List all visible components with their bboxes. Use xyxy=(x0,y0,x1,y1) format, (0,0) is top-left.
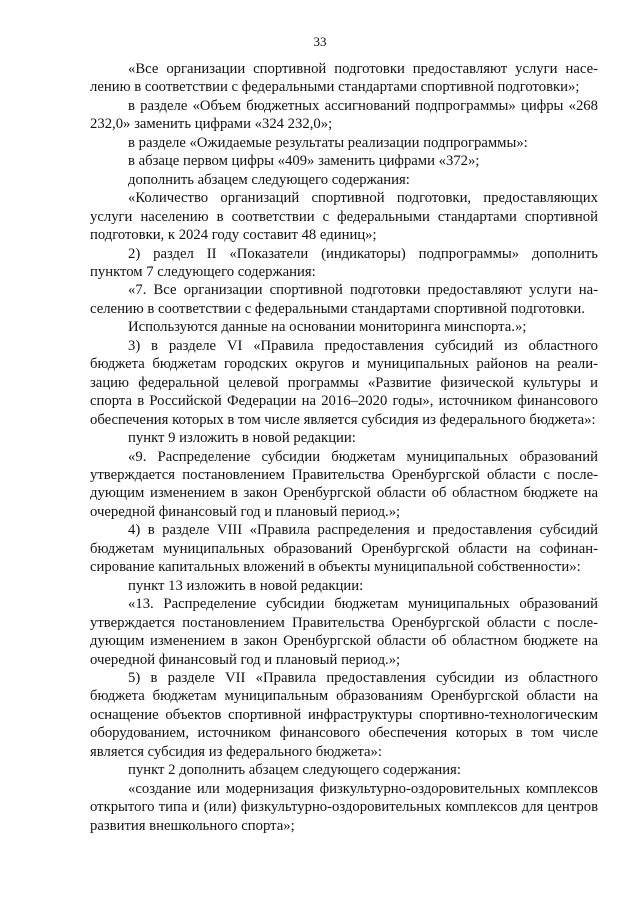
paragraph: 5) в разделе VII «Правила предоставления субсидии из областного бюджета бюджетам муниципальным образованиям Оренбургской области на оснащение объектов спортивной инфраструктуры спортивно-технологическим оборудованием, источником финансового обеспечения которых в том числе является субсидия из федерального бюджета»: xyxy=(90,669,598,760)
paragraph: «9. Распределение субсидии бюджетам муниципальных образований утверждается постановлением Правительства Оренбургской области с последующим изменением в закон Оренбургской области об областном бюджете на очередной финансовый год и плановый период.»; xyxy=(90,448,598,520)
paragraph: 3) в разделе VI «Правила предоставления субсидий из областного бюджета бюджетам городских округов и муниципальных районов на реализацию федеральной целевой программы «Развитие физической культуры и спорта в Российской Федерации на 2016–2020 годы», источником финансового обеспечения которых в том числе является субсидия из федерального бюджета»: xyxy=(90,337,598,428)
paragraph: пункт 13 изложить в новой редакции: xyxy=(128,577,364,594)
paragraph: 4) в разделе VIII «Правила распределения и предоставления субсидий бюджетам муниципальных образований Оренбургской области на софинансирование капитальных вложений в объекты муниципальной собственности»: xyxy=(90,522,598,576)
paragraph: дополнить абзацем следующего содержания: xyxy=(128,171,410,188)
paragraph: Используются данные на основании мониторинга минспорта.»; xyxy=(128,319,527,336)
page-number: 33 xyxy=(313,34,327,49)
paragraph: «13. Распределение субсидии бюджетам муниципальных образований утверждается постановлением Правительства Оренбургской области с последующим изменением в закон Оренбургской области об областном бюджете на очередной финансовый год и плановый период.»; xyxy=(90,596,598,668)
paragraph: «7. Все организации спортивной подготовки предоставляют услуги населению в соответствии с федеральными стандартами спортивной подготовки. xyxy=(90,282,598,317)
paragraph: в абзаце первом цифры «409» заменить цифрами «372»; xyxy=(128,153,480,170)
paragraph: «Все организации спортивной подготовки предоставляют услуги населению в соответствии с федеральными стандартами спортивной подготовки»; xyxy=(90,61,598,96)
paragraph: пункт 9 изложить в новой редакции: xyxy=(128,430,356,447)
paragraph: 2) раздел II «Показатели (индикаторы) подпрограммы» дополнить пунктом 7 следующего содержания: xyxy=(90,245,598,280)
paragraph: пункт 2 дополнить абзацем следующего содержания: xyxy=(128,762,461,779)
paragraph: в разделе «Объем бюджетных ассигнований подпрограммы» цифры «268 232,0» заменить цифрами «324 232,0»; xyxy=(90,97,598,133)
document-body xyxy=(90,60,598,835)
paragraph: «Количество организаций спортивной подготовки, предоставляющих услуги населению в соответствии с федеральными стандартами спортивной подготовки, к 2024 году составит 48 единиц»; xyxy=(90,190,598,244)
paragraph: в разделе «Ожидаемые результаты реализации подпрограммы»: xyxy=(128,134,528,151)
paragraph: «создание или модернизация физкультурно-оздоровительных комплексов открытого типа и (или) физкультурно-оздоровительных комплексов для центров развития внешкольного спорта»; xyxy=(90,780,598,834)
